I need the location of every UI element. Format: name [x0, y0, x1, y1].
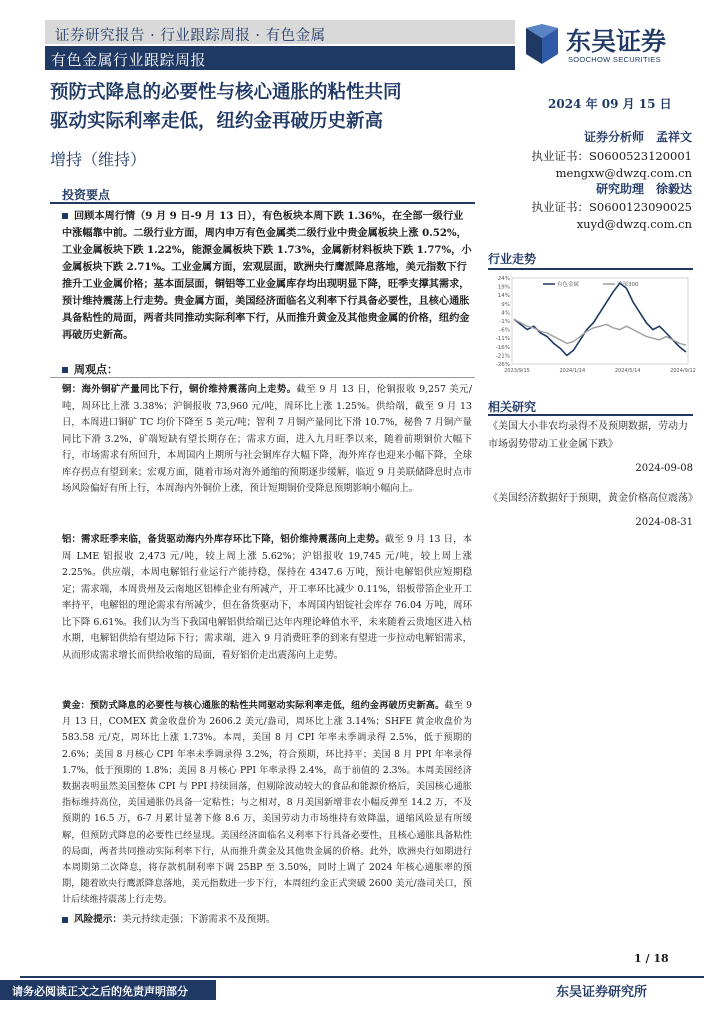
- legend-label: 沪深300: [617, 282, 639, 288]
- footer-rule: [20, 976, 704, 978]
- page-number: 1 / 18: [634, 952, 669, 965]
- risk-label: 风险提示：: [74, 914, 122, 925]
- copper-paragraph: [62, 382, 472, 498]
- y-tick-label: -1%: [499, 319, 510, 325]
- gold-paragraph: [62, 698, 472, 909]
- bullet-square-icon: [62, 213, 68, 219]
- disclaimer-text[interactable]: 请务必阅读正文之后的免责声明部分: [12, 985, 188, 998]
- divider: [50, 377, 475, 378]
- related-item-1[interactable]: [488, 418, 693, 478]
- weekly-view-heading: 周观点：: [62, 361, 118, 377]
- y-tick-label: -6%: [499, 327, 510, 334]
- trend-heading: 行业走势: [488, 252, 537, 266]
- related-item-title[interactable]: 《美国经济数据好于预期，黄金价格高位震荡》: [488, 493, 698, 504]
- rating: 增持（维持）: [50, 150, 147, 169]
- related-item-title[interactable]: 《美国大小非农均录得不及预期数据，劳动力市场弱势带动工业金属下跌》: [488, 421, 688, 450]
- aluminum-heading: 铝：需求旺季来临，备货驱动海内外库存环比下降，铝价维持震荡向上走势。: [62, 534, 385, 545]
- related-heading: 相关研究: [488, 400, 537, 414]
- plot-frame: [512, 278, 688, 364]
- analyst-1-name: 证券分析师 孟祥文: [583, 130, 692, 144]
- analyst-2-name: 研究助理 徐毅达: [595, 182, 692, 196]
- y-tick-label: 14%: [497, 293, 510, 300]
- breadcrumb: 证券研究报告 · 行业跟踪周报 · 有色金属: [55, 28, 326, 44]
- y-tick-label: 4%: [501, 310, 510, 317]
- aluminum-body: 截至 9 月 13 日，本周 LME 铝报收 2,473 元/吨，较上周上涨 5.62%；沪铝报收 19,745 元/吨，较上周上涨 2.25%。供应端，本周电解铝行业运行产能持稳，保持在 4347.6 万吨，预计电解铝供应短期稳定；需求端，本周贵州及云南地区铝棒企业有所减产，开工率环比减少 0.11%，铝板带箔企业开工率持平，电解铝的理论需求有所减少，但在备货驱动下，本周国内铝锭社会库存 76.04 万吨，周环比下降 6.61%。我们认为当下我国电解铝供给端已达年内理论峰值水平，未来随着云贵地区进入枯水期，电解铝供给有望边际下行；需求端，进入 9 月消费旺季的到来有望进一步拉动电解铝需求，从而形成需求增长而供给收缩的局面，看好铝价走出震荡向上走势。: [62, 534, 472, 661]
- series-line-nonferrous: [514, 283, 686, 355]
- x-tick-label: 2024/1/14: [559, 368, 586, 374]
- title-line-1: 预防式降息的必要性与核心通胀的粘性共同: [50, 82, 402, 103]
- logo-mark-icon: [522, 24, 562, 66]
- analyst-2-email[interactable]: xuyd@dwzq.com.cn: [576, 217, 692, 231]
- y-tick-label: -16%: [495, 344, 510, 351]
- copper-heading: 铜：海外铜矿产量同比下行，铜价维持震荡向上走势。: [62, 384, 297, 395]
- y-tick-label: 9%: [501, 301, 510, 308]
- y-tick-label: 24%: [497, 276, 510, 282]
- divider: [50, 202, 475, 204]
- legend-label: 有色金属: [557, 282, 580, 288]
- title-line-2: 驱动实际利率走低，纽约金再破历史新高: [50, 111, 384, 132]
- category-bar: [45, 46, 515, 70]
- aluminum-paragraph: [62, 532, 472, 664]
- review-paragraph: 回顾本周行情（9 月 9 日-9 月 13 日），有色板块本周下跌 1.36%，在全部一级行业中涨幅靠中前。二级行业方面，周内申万有色金属类二级行业中贵金属板块上涨 0.52%，工业金属板块下跌 1.22%，能源金属板块下跌 1.73%，金属新材料板块下跌 1.77%，小金属板块下跌 2.71%。工业金属方面，宏观层面，欧洲央行鹰派降息落地，美元指数下行推升工业金属价格；基本面层面，铜铝等工业金属库存均出现明显下降，旺季支撑其需求，预计维持震荡上行走势。贵金属方面，美国经济面临名义利率下行具备必要性，且核心通胀具备粘性的局面，两者共同推动实际利率下行，从而推升黄金及其他贵金属的价格，纽约金再破历史新高。: [62, 210, 472, 341]
- x-tick-label: 2024/9/12: [670, 368, 696, 374]
- analyst-2-cert: 执业证书：S0600123090025: [531, 200, 692, 214]
- y-tick-label: 19%: [497, 284, 510, 291]
- logo-text-cn: 东吴证券: [566, 27, 667, 56]
- key-points-heading: 投资要点: [62, 188, 111, 202]
- analyst-1-email[interactable]: mengxw@dwzq.com.cn: [555, 166, 692, 180]
- bullet-square-icon: [62, 917, 68, 923]
- related-item-date: 2024-08-31: [635, 517, 693, 528]
- report-date: 2024 年 09 月 15 日: [548, 97, 672, 111]
- category-label: 有色金属行业跟踪周报: [51, 51, 207, 69]
- y-tick-label: -11%: [495, 336, 510, 343]
- related-item-2[interactable]: [488, 490, 698, 532]
- institute-name: 东吴证券研究所: [556, 985, 648, 1000]
- divider: [488, 268, 693, 270]
- gold-heading: 黄金：预防式降息的必要性与核心通胀的粘性共同驱动实际利率走低，纽约金再破历史新高。: [62, 700, 445, 711]
- report-type-bar: [45, 20, 515, 44]
- x-tick-label: 2023/9/15: [504, 368, 530, 374]
- divider: [488, 414, 693, 416]
- risk-body: 美元持续走强；下游需求不及预期。: [121, 914, 276, 925]
- y-tick-label: -26%: [495, 362, 510, 368]
- company-logo: [522, 22, 702, 68]
- risk-paragraph: [62, 911, 275, 925]
- logo-text-en: SOOCHOW SECURITIES: [568, 55, 661, 64]
- analyst-1-cert: 执业证书：S0600523120001: [531, 149, 692, 163]
- y-tick-label: -21%: [495, 353, 510, 360]
- x-tick-label: 2024/5/14: [614, 368, 641, 374]
- gold-body: 截至 9 月 13 日，COMEX 黄金收盘价为 2606.2 美元/盎司，周环比上涨 3.14%；SHFE 黄金收盘价为 583.58 元/克，周环比上涨 1.73%。本周，美国 8 月 CPI 年率未季调录得 2.5%，低于预期的 2.6%；美国 8 月核心 CPI 年率未季调录得 3.2%，符合预期，环比持平；美国 8 月 PPI 年率录得 1.7%，低于预期的 1.8%；美国 8 月核心 PPI 年率录得 2.4%，高于前值的 2.3%。本周美国经济数据表明虽然美国整体 CPI 与 PPI 持续回落，但剔除波动较大的食品和能源价格后，美国核心通胀指标维持高位，美国通胀仍具备一定粘性；与之相对，8 月美国新增非农小幅反弹至 14.2 万，不及预期的 16.5 万，6-7 月累计显著下修 8.6 万，美国劳动力市场维持有效降温，通缩风险显有所缓解，但预防式降息的必要性已经显现。美国经济面临名义利率下行具备必要性，且核心通胀具备粘性的局面，两者共同推动实际利率下行，从而推升黄金及其他贵金属的价格。此外，欧洲央行如期进行本周期第二次降息，将存款机制利率下调 25BP 至 3.50%，同时上调了 2024 年核心通胀率的预期，随着欧央行鹰派降息落地，美元指数进一步下行，本周纽约金正式突破 2600 美元/盎司关口，预计后续维持震荡上行走势。: [62, 700, 472, 906]
- industry-trend-chart: [488, 272, 696, 377]
- bullet-square-icon: [62, 367, 68, 373]
- copper-body: 截至 9 月 13 日，伦铜报收 9,257 美元/吨，周环比上涨 3.38%；沪铜报收 73,960 元/吨，周环比上涨 1.25%。供给端，截至 9 月 13 日，本周进口铜矿 TC 均价下降至 5 美元/吨；智利 7 月铜产量同比下滑 10.7%，秘鲁 7 月铜产量同比下滑 3.2%，矿端短缺有望长期存在；需求方面，进入九月旺季以来，随着前期铜价大幅下行，市场需求有所回升，本周国内上期所与社会铜库存大幅下降，海外库存也迎来小幅下降，全球库存拐点有望到来；宏观方面，随着市场对海外通缩的预期逐步缓解，临近 9 月美联储降息时点市场风险偏好有所上行，本周海内外铜价上涨，预计短期铜价受降息预期影响小幅向上。: [62, 384, 472, 494]
- related-item-date: 2024-09-08: [635, 463, 693, 474]
- report-title: [50, 78, 490, 136]
- disclaimer-bar: [0, 980, 216, 1000]
